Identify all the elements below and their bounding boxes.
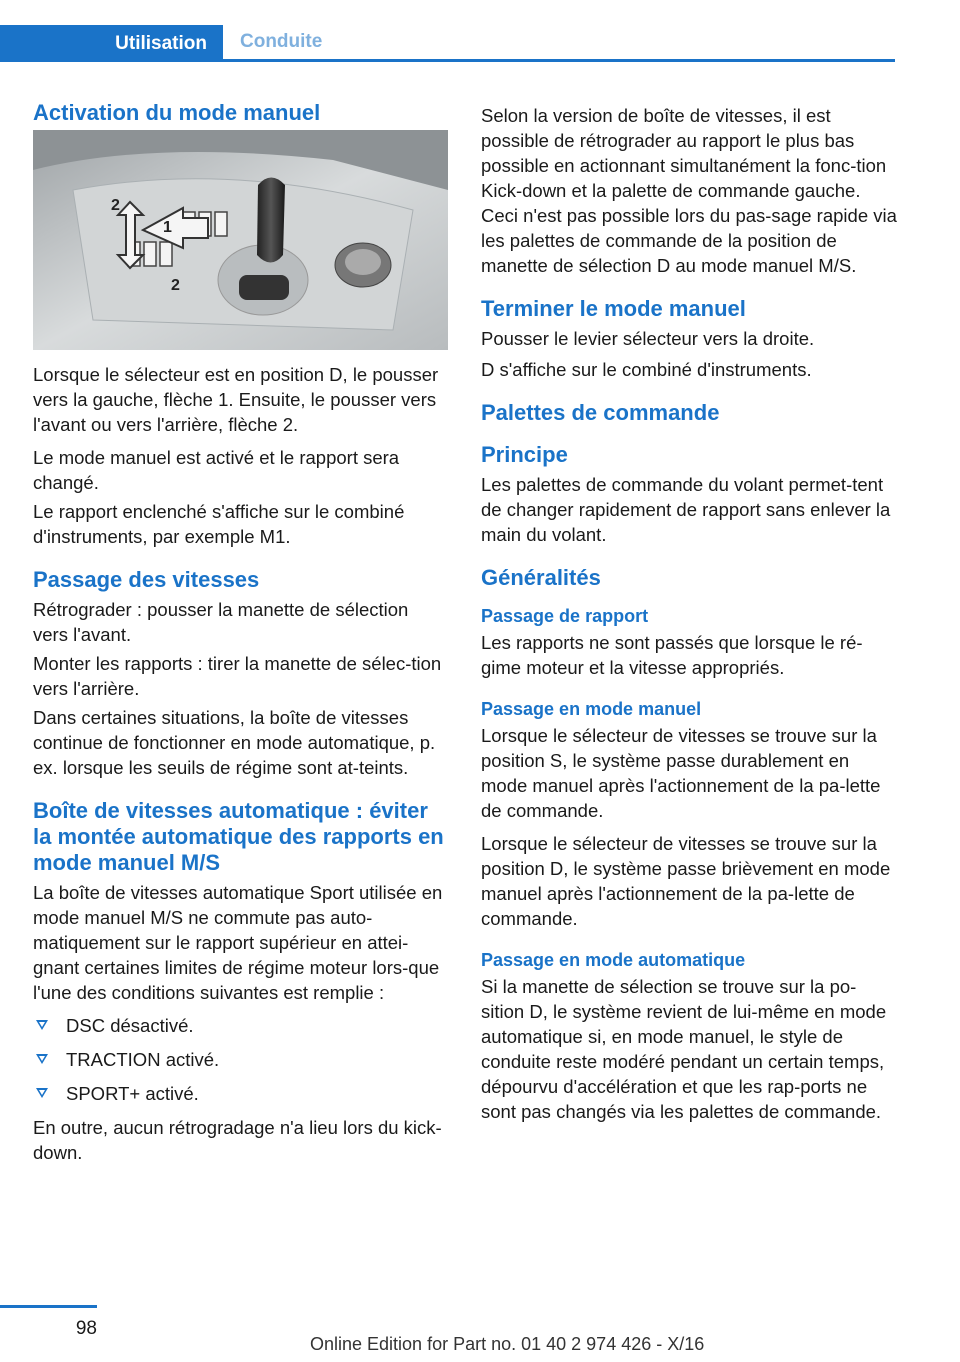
figure-label-1: 1 [163, 219, 172, 236]
heading-passage-auto: Passage en mode automatique [481, 950, 746, 970]
footer-rule [0, 1305, 97, 1308]
gear-selector-illustration [33, 130, 448, 350]
heading-terminer: Terminer le mode manuel [481, 296, 746, 321]
paragraph: Selon la version de boîte de vitesses, il est possible de rétrograder au rapport le plus bas possible en actionnant simultanément la fonc‐tion Kick-down et la palette de commande gauche. Ceci n'est pas possible lors du pas‐sage rapide via les palettes de commande de la position de manette de sélection D au mode manuel M/S. [481, 105, 897, 276]
heading-passage-manuel: Passage en mode manuel [481, 699, 702, 719]
paragraph: Rétrograder : pousser la manette de sélection vers l'avant. [33, 599, 409, 645]
heading-principe: Principe [481, 442, 568, 467]
heading-activation: Activation du mode manuel [33, 100, 321, 125]
tab-conduite-label: Conduite [240, 31, 323, 52]
conditions-list [33, 1013, 448, 1106]
paragraph: La boîte de vitesses automatique Sport utilisée en mode manuel M/S ne commute pas auto‐matiquement sur le rapport supérieur en attei‐gnant certaines limites de régime moteur lors‐que l'une des conditions suivantes est remplie : [33, 882, 443, 1003]
heading-palettes: Palettes de commande [481, 400, 720, 425]
tab-utilisation[interactable] [0, 25, 223, 62]
list-item: SPORT+ activé. [33, 1081, 448, 1106]
paragraph: Lorsque le sélecteur de vitesses se trouve sur la position S, le système passe durablement en mode manuel après l'actionnement de la pa‐lette de commande. [481, 725, 881, 821]
paragraph: Monter les rapports : tirer la manette de sélec‐tion vers l'arrière. [33, 653, 442, 699]
list-item: DSC désactivé. [33, 1013, 448, 1038]
paragraph: Dans certaines situations, la boîte de vitesses continue de fonctionner en mode automatique, p. ex. lorsque les seuils de régime sont at‐teints. [33, 707, 436, 778]
triangle-bullet-icon [36, 1020, 48, 1030]
right-column [481, 103, 897, 1132]
header-rule [0, 59, 895, 62]
page-number: 98 [75, 1318, 97, 1339]
paragraph: D s'affiche sur le combiné d'instruments. [481, 359, 812, 380]
heading-boite-vitesses: Boîte de vitesses automatique : éviter la montée automatique des rapports en mode manuel M/S [33, 798, 444, 875]
tab-conduite[interactable] [240, 25, 322, 59]
paragraph: Les rapports ne sont passés que lorsque le ré‐gime moteur et la vitesse appropriés. [481, 632, 863, 678]
heading-passage-rapport: Passage de rapport [481, 606, 649, 626]
paragraph: En outre, aucun rétrogradage n'a lieu lors du kick-down. [33, 1117, 442, 1163]
heading-passage-vitesses: Passage des vitesses [33, 567, 260, 592]
left-column [33, 100, 448, 1173]
header-tab-bar [0, 25, 895, 62]
paragraph: Lorsque le sélecteur de vitesses se trouve sur la position D, le système passe brièvement en mode manuel après l'actionnement de la pa‐lette de commande. [481, 833, 891, 929]
triangle-bullet-icon [36, 1088, 48, 1098]
list-item: TRACTION activé. [33, 1047, 448, 1072]
paragraph: Les palettes de commande du volant permet‐tent de changer rapidement de rapport sans enlever la main du volant. [481, 474, 891, 545]
paragraph: Le rapport enclenché s'affiche sur le combiné d'instruments, par exemple M1. [33, 501, 405, 547]
triangle-bullet-icon [36, 1054, 48, 1064]
edition-footer: Online Edition for Part no. 01 40 2 974 426 - X/16 [310, 1334, 705, 1354]
paragraph: Le mode manuel est activé et le rapport sera changé. [33, 447, 400, 493]
paragraph: Lorsque le sélecteur est en position D, le pousser vers la gauche, flèche 1. Ensuite, le pousser vers l'avant ou vers l'arrière, flèche 2. [33, 364, 439, 435]
figure-label-2a: 2 [111, 197, 120, 214]
figure-label-2b: 2 [171, 277, 180, 294]
paragraph: Si la manette de sélection se trouve sur la po‐sition D, le système revient de lui-même en mode automatique si, en mode manuel, le style de conduite reste modéré pendant un certain temps, dépourvu d'accélération et que les rap‐ports ne sont pas changés via les palettes de commande. [481, 976, 887, 1122]
paragraph: Pousser le levier sélecteur vers la droite. [481, 328, 815, 349]
tab-utilisation-label: Utilisation [115, 32, 207, 54]
heading-generalites: Généralités [481, 565, 601, 590]
gear-selector-figure [33, 130, 448, 350]
